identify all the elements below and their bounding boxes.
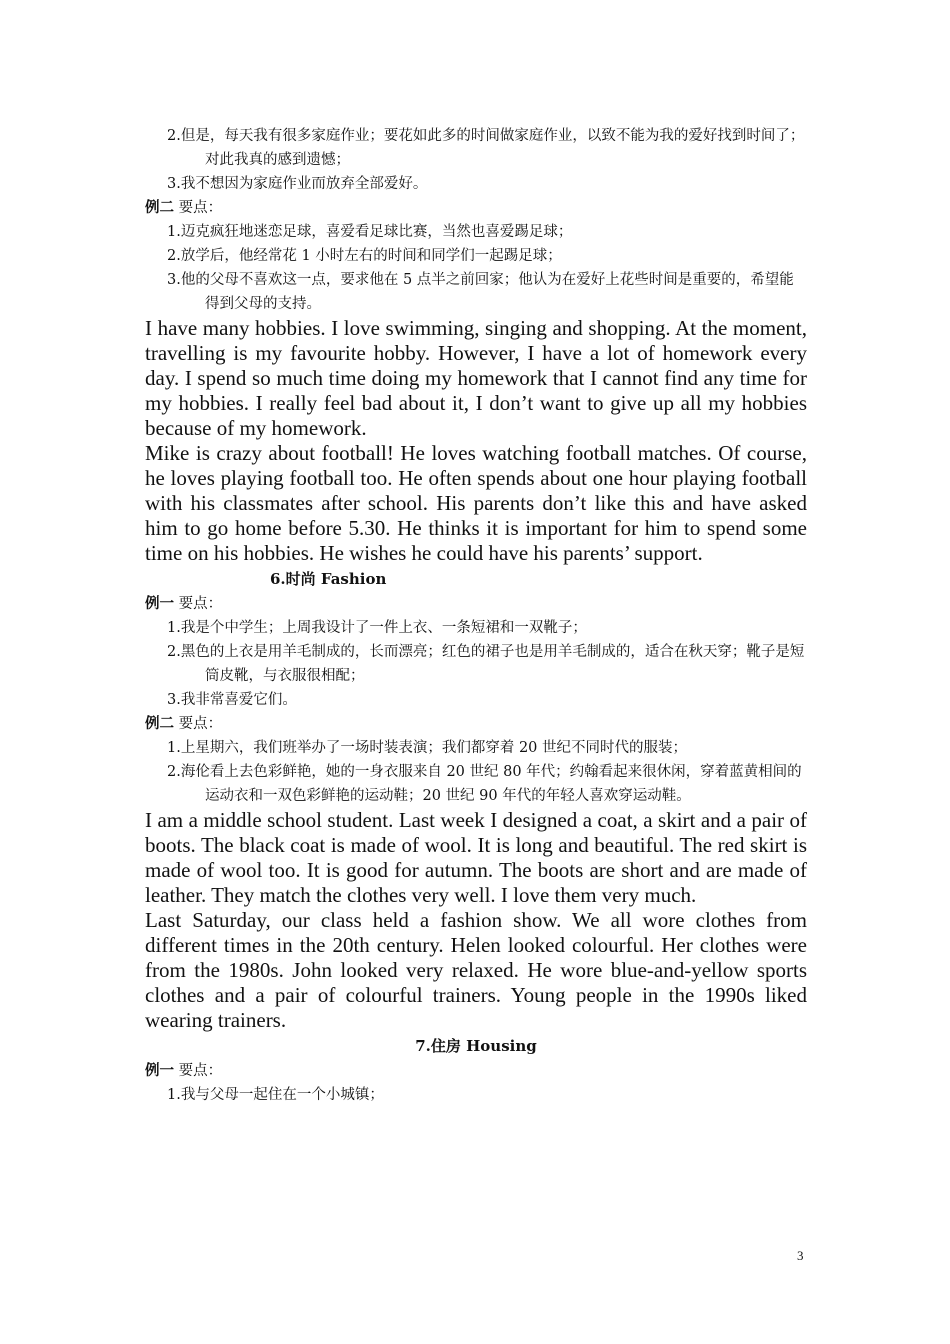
essay-paragraph: I have many hobbies. I love swimming, singing and shopping. At the moment, travelling is my favourite hobby. However, I have a lot of homework every day. I spend so much time doing my homework that I cannot find any time for my hobbies. I really feel bad about it, I don’t want to give up all my hobbies because of my homework.	[145, 316, 807, 440]
example-heading	[145, 1059, 807, 1083]
essay-paragraph: I am a middle school student. Last week I designed a coat, a skirt and a pair of boots. The black coat is made of wool. It is long and beautiful. The red skirt is made of wool too. It is good for autumn. The boots are short and are made of leather. They match the clothes very well. I love them very much.	[145, 808, 807, 907]
example-heading	[145, 196, 807, 220]
list-item: 1.我与父母一起住在一个小城镇；	[167, 1087, 384, 1103]
list-item: 1.我是个中学生；上周我设计了一件上衣、一条短裙和一双靴子；	[167, 620, 587, 636]
list-item: 1.迈克疯狂地迷恋足球，喜爱看足球比赛，当然也喜爱踢足球；	[167, 224, 573, 240]
list-item: 3.他的父母不喜欢这一点，要求他在 5 点半之前回家；他认为在爱好上花些时间是重要的，希望能得到父母的支持。	[167, 272, 794, 312]
document-page	[145, 124, 807, 1107]
example-label: 例二	[145, 715, 174, 732]
essay-paragraph: Mike is crazy about football! He loves watching football matches. Of course, he loves playing football too. He often spends about one hour playing football with his classmates after school. His parents don’t like this and have asked him to go home before 5.30. He thinks it is important for him to spend some time on his hobbies. He wishes he could have his parents’ support.	[145, 441, 807, 565]
example-label: 例一	[145, 595, 174, 612]
example-heading	[145, 712, 807, 736]
page-number: 3	[797, 1248, 804, 1263]
section6-example2	[145, 712, 807, 808]
points-label: 要点：	[178, 1063, 223, 1079]
example-label: 例一	[145, 1062, 174, 1079]
essay-paragraph: Last Saturday, our class held a fashion show. We all wore clothes from different times in the 20th century. Helen looked colourful. Her clothes were from the 1980s. John looked very relaxed. He wore blue-and-yellow sports clothes and a pair of colourful trainers. Young people in the 1990s liked wearing trainers.	[145, 908, 807, 1032]
list-item: 1.上星期六，我们班举办了一场时装表演；我们都穿着 20 世纪不同时代的服装；	[167, 740, 688, 756]
list-item: 3.我非常喜爱它们。	[167, 692, 297, 708]
section-title: 7.住房 Housing	[415, 1037, 537, 1055]
list-item: 2.黑色的上衣是用羊毛制成的，长而漂亮；红色的裙子也是用羊毛制成的，适合在秋天穿；靴子是短筒皮靴，与衣服很相配；	[167, 644, 805, 684]
example-heading	[145, 592, 807, 616]
section5-example2	[145, 196, 807, 316]
section-title: 6.时尚 Fashion	[270, 570, 387, 588]
section6-example1	[145, 592, 807, 712]
points-label: 要点：	[178, 596, 223, 612]
section7-example1	[145, 1059, 807, 1107]
list-item: 2.放学后，他经常花 1 小时左右的时间和同学们一起踢足球；	[167, 248, 562, 264]
list-item: 2.但是，每天我有很多家庭作业；要花如此多的时间做家庭作业，以致不能为我的爱好找到时间了；对此我真的感到遗憾；	[167, 128, 805, 168]
points-label: 要点：	[178, 716, 223, 732]
example-label: 例二	[145, 199, 174, 216]
points-label: 要点：	[178, 200, 223, 216]
list-item: 2.海伦看上去色彩鲜艳，她的一身衣服来自 20 世纪 80 年代；约翰看起来很休闲，穿着蓝黄相间的运动衣和一双色彩鲜艳的运动鞋；20 世纪 90 年代的年轻人喜欢穿运动鞋。	[167, 764, 802, 804]
list-item: 3.我不想因为家庭作业而放弃全部爱好。	[167, 176, 428, 192]
section5-example1-items	[145, 124, 807, 196]
